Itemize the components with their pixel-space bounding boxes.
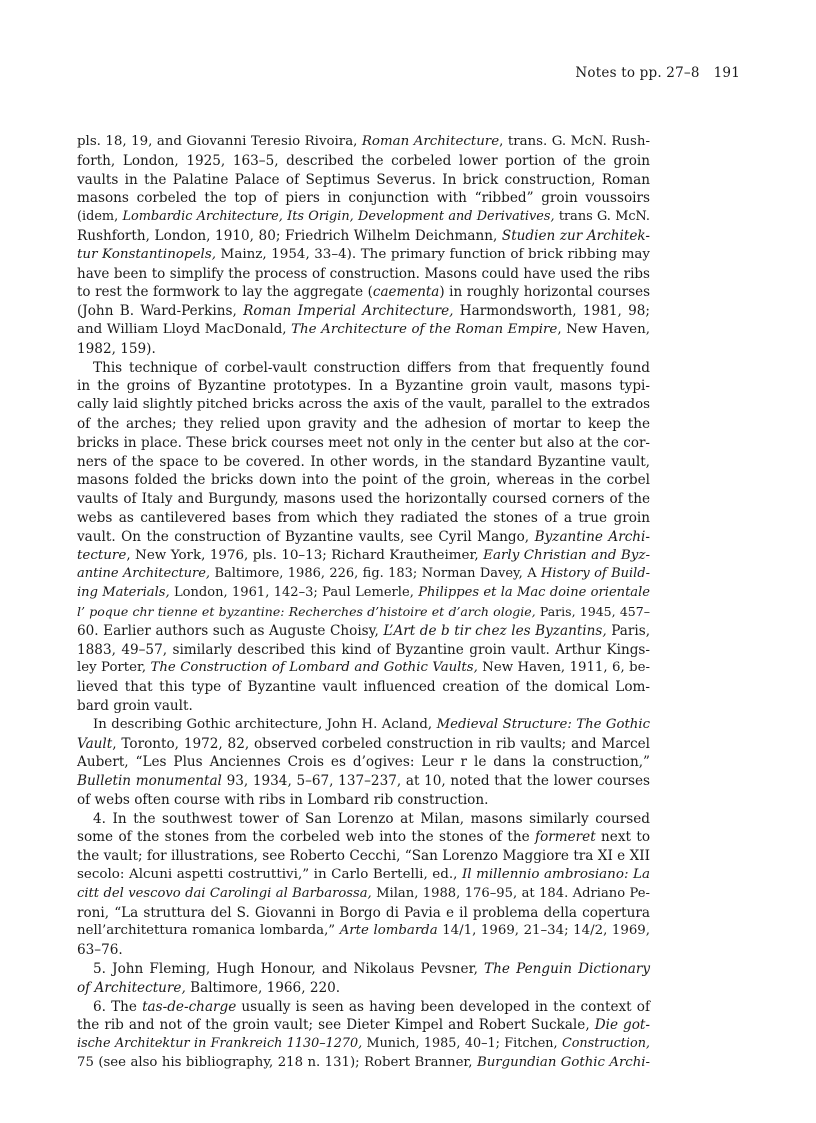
italic-title: Construction, [561,1036,650,1052]
italic-title: The Construction of Lombard and Gothic Vaults, [150,660,478,676]
text-line: secolo: Alcuni aspetti costruttivi,” in Carlo Bertelli, ed., Il millennio ambrosiano: La [77,867,650,883]
paragraph-first-line: This technique of corbel-vault construction differs from that frequently found [93,359,650,376]
note-5-first-line: 5. John Fleming, Hugh Honour, and Nikolaus Pevsner, The Penguin Dictionary [93,961,650,978]
italic-title: Early Christian and Byz- [483,547,650,563]
text-line: Rushforth, London, 1910, 80; Friedrich Wilhelm Deichmann, Studien zur Architek- [77,227,650,244]
italic-title: caementa [372,284,440,301]
text-line: to rest the formwork to lay the aggregate (caementa) in roughly horizontal courses [77,284,650,301]
text-line: webs as cantilevered bases from which they radiated the stones of a true groin [77,509,650,526]
text-line: the rib and not of the groin vault; see Dieter Kimpel and Robert Suckale, Die got- [77,1017,650,1034]
italic-title: The Architecture of the Roman Empire [291,321,558,337]
text-line: Bulletin monumental 93, 1934, 5–67, 137–237, at 10, noted that the lower courses [77,773,650,790]
text-line: ley Porter, The Construction of Lombard and Gothic Vaults, New Haven, 1911, 6, be- [77,660,650,676]
text-line: 75 (see also his bibliography, 218 n. 131); Robert Branner, Burgundian Gothic Archi- [77,1055,650,1071]
italic-title: Vault [77,735,113,752]
text-line: roni, “La struttura del S. Giovanni in Borgo di Pavia e il problema della copertura [77,904,650,921]
italic-title: Roman Architecture [361,134,500,149]
text-line: vaults of Italy and Burgundy, masons used the horizontally coursed corners of the [77,491,650,508]
italic-title: Studien zur Architek- [501,227,650,244]
italic-title: Medieval Structure: The Gothic [436,716,650,732]
italic-title: Die got- [594,1017,650,1034]
italic-title: History of Build- [540,566,650,582]
italic-title: The Penguin Dictionary [484,961,650,978]
italic-title: antine Architecture, [77,566,211,582]
note-6-first-line: 6. The tas-de-charge usually is seen as having been developed in the context of [93,998,650,1015]
italic-title: ische Architektur in Frankreich 1130–1270, [77,1036,363,1052]
text-line: Aubert, “Les Plus Anciennes Crois es d’ogives: Leur r le dans la construction,” [77,754,650,771]
italic-title: Arte lombarda [339,923,438,939]
text-line: citt del vescovo dai Carolingi al Barbarossa, Milan, 1988, 176–95, at 184. Adriano Pe- [77,885,650,901]
text-line: and William Lloyd MacDonald, The Architecture of the Roman Empire, New Haven, [77,321,650,337]
text-line: 1883, 49–57, similarly described this kind of Byzantine groin vault. Arthur Kings- [77,641,650,658]
text-line: Vault, Toronto, 1972, 82, observed corbeled construction in rib vaults; and Marcel [77,735,650,752]
italic-title: Lombardic Architecture, Its Origin, Development and Derivatives, [122,209,555,225]
endnotes-body [77,133,650,1073]
text-line: tecture, New York, 1976, pls. 10–13; Richard Krautheimer, Early Christian and Byz- [77,547,650,563]
italic-title: citt del vescovo dai Carolingi al Barbarossa, [77,885,372,901]
italic-title: tecture [77,547,127,563]
text-line: of Architecture, Baltimore, 1966, 220. [77,979,341,996]
text-line: of the arches; they relied upon gravity and the adhesion of mortar to keep the [77,415,650,432]
italic-title: L’Art de b tir chez les Byzantins, [383,622,607,639]
text-line: nell’architettura romanica lombarda,” Arte lombarda 14/1, 1969, 21–34; 14/2, 1969, [77,923,650,939]
text-line: 1982, 159). [77,340,156,357]
text-line: pls. 18, 19, and Giovanni Teresio Rivoira, Roman Architecture, trans. G. McN. Rush- [77,134,650,149]
text-line: vaults in the Palatine Palace of Septimus Severus. In brick construction, Roman [77,171,650,188]
text-line: (John B. Ward-Perkins, Roman Imperial Architecture, Harmondsworth, 1981, 98; [77,303,651,320]
note-4-first-line: 4. In the southwest tower of San Lorenzo at Milan, masons similarly coursed [93,810,650,827]
text-line: masons corbeled the top of piers in conjunction with “ribbed” groin voussoirs [77,190,650,207]
italic-title: of Architecture, [77,979,186,996]
italic-title: Bulletin monumental [77,773,222,790]
text-line: cally laid slightly pitched bricks across the axis of the vault, parallel to the extrados [77,397,650,413]
text-line: bricks in place. These brick courses meet not only in the center but also at the cor- [77,434,650,451]
text-line: some of the stones from the corbeled web into the stones of the formeret next to [77,829,650,846]
text-line: l’ poque chr tienne et byzantine: Recherches d’histoire et d’arch ologie, Paris, 1945, 457– [77,603,650,619]
text-line: ing Materials, London, 1961, 142–3; Paul Lemerle, Philippes et la Mac doine orientale [77,585,650,601]
running-head [575,65,740,81]
text-line: tur Konstantinopels, Mainz, 1954, 33–4). The primary function of brick ribbing may [77,246,650,262]
text-line: forth, London, 1925, 163–5, described the corbeled lower portion of the groin [77,152,650,169]
text-line: ners of the space to be covered. In other words, in the standard Byzantine vault, [77,453,650,470]
text-line: of webs often course with ribs in Lombard rib construction. [77,791,489,808]
text-line: lieved that this type of Byzantine vault influenced creation of the domical Lom- [77,679,650,696]
italic-title: Il millennio ambrosiano: La [461,867,650,883]
text-line: the vault; for illustrations, see Roberto Cecchi, “San Lorenzo Maggiore tra XI e XII [77,848,650,865]
text-line: vault. On the construction of Byzantine vaults, see Cyril Mango, Byzantine Archi- [77,528,651,545]
italic-title: tur Konstantinopels, [77,246,217,262]
text-line: 60. Earlier authors such as Auguste Choisy, L’Art de b tir chez les Byzantins, Paris, [77,622,651,639]
italic-title: tas-de-charge [142,998,237,1015]
italic-title: ing Materials, [77,585,170,601]
italic-title: Philippes et la Mac doine orientale [418,585,650,601]
italic-title: Roman Imperial Architecture, [243,303,454,320]
text-line: in the groins of Byzantine prototypes. In a Byzantine groin vault, masons typi- [77,378,650,395]
text-line: 63–76. [77,942,123,959]
italic-title: Byzantine Archi- [534,528,651,545]
text-line: ische Architektur in Frankreich 1130–1270, Munich, 1985, 40–1; Fitchen, Construction, [77,1036,650,1052]
text-line: (idem, Lombardic Architecture, Its Origin, Development and Derivatives, trans G. McN. [77,209,651,225]
text-line: bard groin vault. [77,697,193,714]
italic-title: Burgundian Gothic Archi- [476,1055,650,1071]
text-line: masons folded the bricks down into the point of the groin, whereas in the corbel [77,472,650,489]
text-line: have been to simplify the process of construction. Masons could have used the ribs [77,265,650,282]
paragraph-first-line: In describing Gothic architecture, John H. Acland, Medieval Structure: The Gothic [93,716,650,732]
italic-title: formeret [535,829,596,846]
running-head-title: Notes to pp. 27–8 [575,65,700,81]
italic-title: l’ poque chr tienne et byzantine: Recherches d’histoire et d’arch ologie, [77,603,536,619]
page-number: 191 [713,65,740,81]
text-line: antine Architecture, Baltimore, 1986, 226, fig. 183; Norman Davey, A History of Build- [77,566,650,582]
